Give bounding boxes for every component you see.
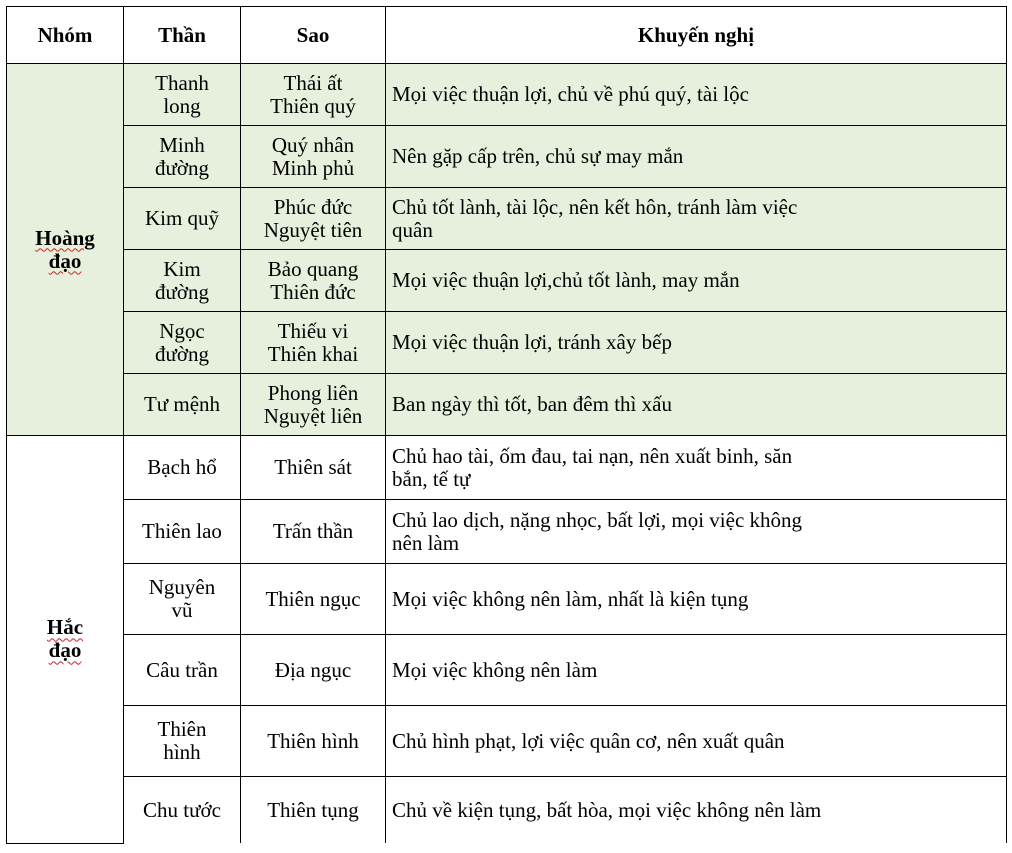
table-row — [7, 126, 1007, 188]
sao-cell: Thiếu vi Thiên khai — [241, 312, 386, 374]
khuyen-nghi-cell: Chủ tốt lành, tài lộc, nên kết hôn, tránh làm việc quân — [386, 188, 1007, 250]
table-row — [7, 374, 1007, 436]
table-row — [7, 436, 1007, 500]
sao-cell: Thiên ngục — [241, 564, 386, 635]
table-row — [7, 500, 1007, 564]
than-cell: Nguyên vũ — [124, 564, 241, 635]
khuyen-nghi-cell: Mọi việc thuận lợi,chủ tốt lành, may mắn — [386, 250, 1007, 312]
header-khuyen-nghi: Khuyến nghị — [386, 7, 1007, 64]
khuyen-nghi-cell: Ban ngày thì tốt, ban đêm thì xấu — [386, 374, 1007, 436]
sao-cell: Bảo quang Thiên đức — [241, 250, 386, 312]
table-row — [7, 706, 1007, 777]
than-cell: Thiên lao — [124, 500, 241, 564]
than-cell: Bạch hổ — [124, 436, 241, 500]
than-cell: Ngọc đường — [124, 312, 241, 374]
group-hoang-dao — [7, 64, 124, 436]
khuyen-nghi-cell: Mọi việc không nên làm, nhất là kiện tụng — [386, 564, 1007, 635]
sao-cell: Thái ất Thiên quý — [241, 64, 386, 126]
table-row — [7, 777, 1007, 844]
group-name-line2: đạo — [48, 638, 82, 663]
table-row — [7, 188, 1007, 250]
khuyen-nghi-cell: Nên gặp cấp trên, chủ sự may mắn — [386, 126, 1007, 188]
than-cell: Minh đường — [124, 126, 241, 188]
table-row — [7, 64, 1007, 126]
sao-cell: Phong liên Nguyệt liên — [241, 374, 386, 436]
than-cell: Thiên hình — [124, 706, 241, 777]
sao-cell: Phúc đức Nguyệt tiên — [241, 188, 386, 250]
khuyen-nghi-cell: Chủ lao dịch, nặng nhọc, bất lợi, mọi việc không nên làm — [386, 500, 1007, 564]
than-cell: Tư mệnh — [124, 374, 241, 436]
than-sao-table — [6, 6, 1007, 844]
than-cell: Kim quỹ — [124, 188, 241, 250]
khuyen-nghi-cell: Mọi việc không nên làm — [386, 635, 1007, 706]
khuyen-nghi-cell: Chủ hình phạt, lợi việc quân cơ, nên xuất quân — [386, 706, 1007, 777]
sao-cell: Thiên hình — [241, 706, 386, 777]
than-cell: Câu trần — [124, 635, 241, 706]
table-header — [7, 7, 1007, 64]
than-cell: Thanh long — [124, 64, 241, 126]
than-cell: Kim đường — [124, 250, 241, 312]
sao-cell: Địa ngục — [241, 635, 386, 706]
khuyen-nghi-cell: Chủ về kiện tụng, bất hòa, mọi việc không nên làm — [386, 777, 1007, 844]
table-row — [7, 312, 1007, 374]
group-name-line1: Hắc — [46, 615, 84, 640]
group-hac-dao — [7, 436, 124, 844]
header-sao: Sao — [241, 7, 386, 64]
group-name-line1: Hoàng — [35, 225, 95, 250]
sao-cell: Thiên sát — [241, 436, 386, 500]
sao-cell: Thiên tụng — [241, 777, 386, 844]
header-nhom: Nhóm — [7, 7, 124, 64]
header-than: Thần — [124, 7, 241, 64]
khuyen-nghi-cell: Chủ hao tài, ốm đau, tai nạn, nên xuất binh, săn bắn, tế tự — [386, 436, 1007, 500]
table-row — [7, 250, 1007, 312]
than-cell: Chu tước — [124, 777, 241, 844]
group-name-line2: đạo — [48, 248, 82, 273]
sao-cell: Quý nhân Minh phủ — [241, 126, 386, 188]
table-row — [7, 564, 1007, 635]
sao-cell: Trấn thần — [241, 500, 386, 564]
khuyen-nghi-cell: Mọi việc thuận lợi, chủ về phú quý, tài lộc — [386, 64, 1007, 126]
khuyen-nghi-cell: Mọi việc thuận lợi, tránh xây bếp — [386, 312, 1007, 374]
table-row — [7, 635, 1007, 706]
